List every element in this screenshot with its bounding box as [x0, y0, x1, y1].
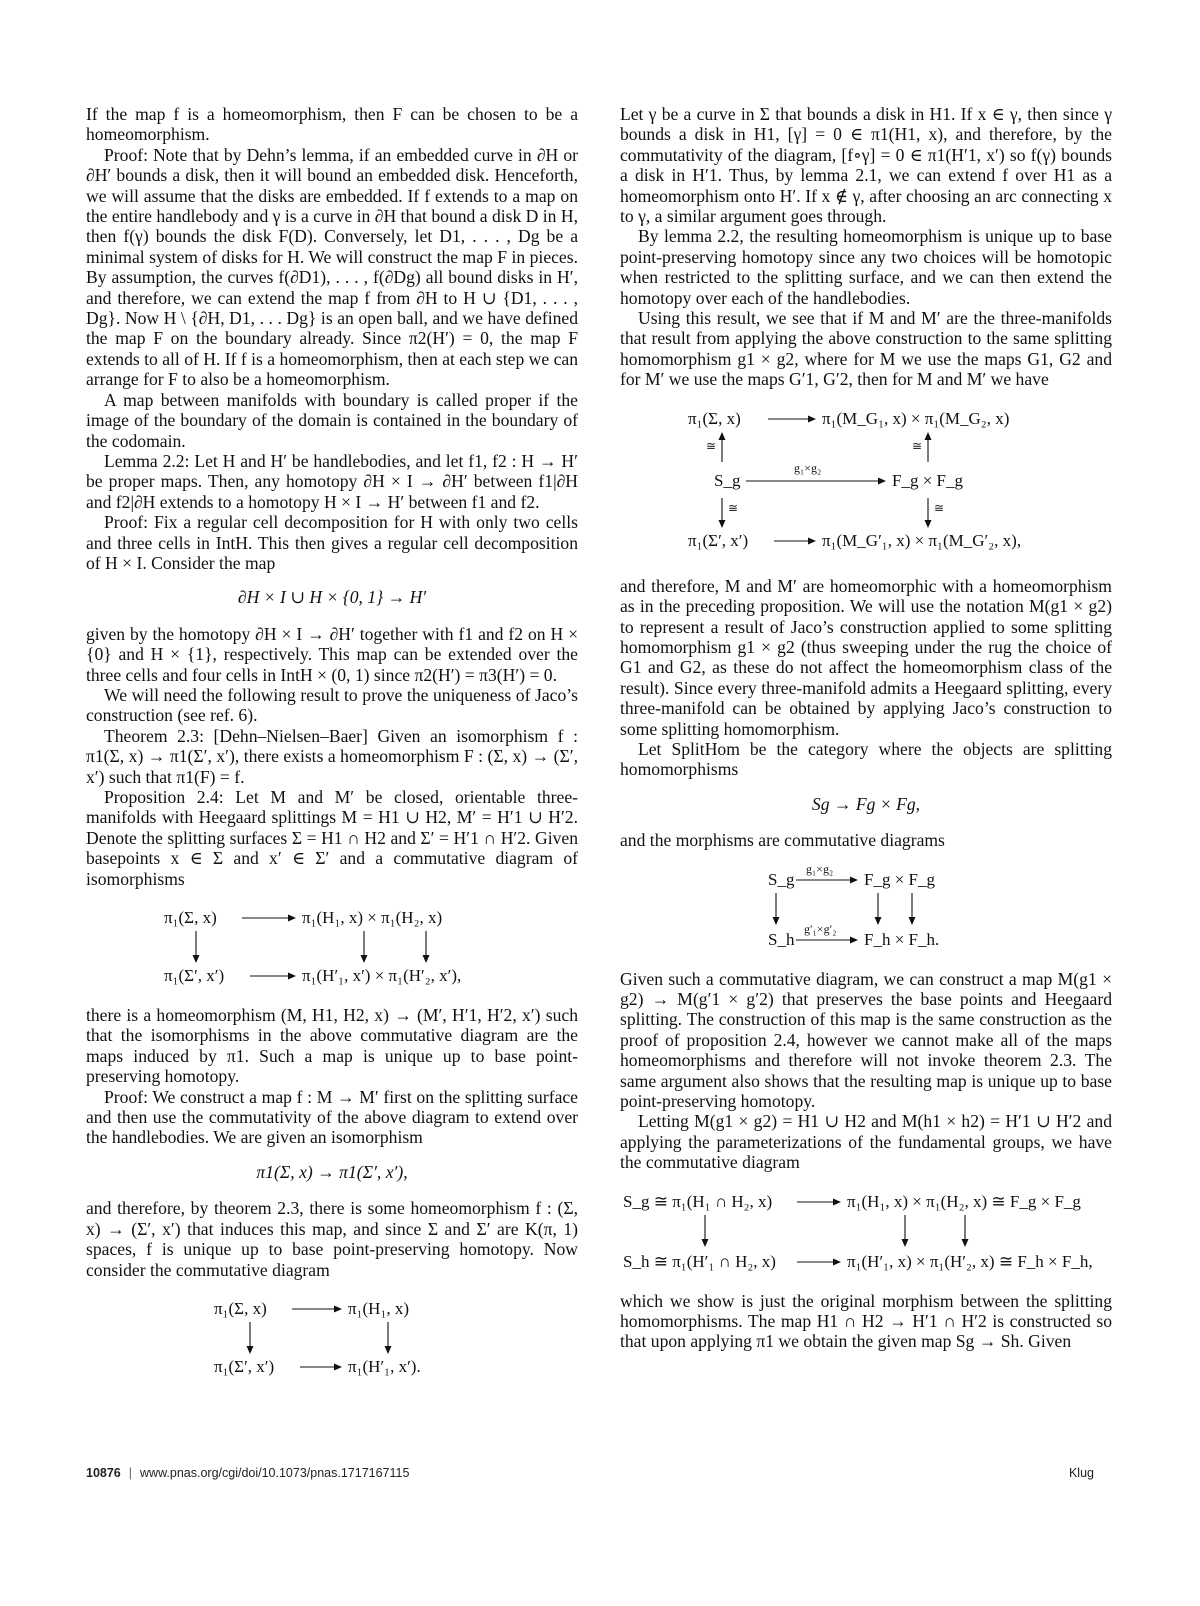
cd-node: S_h: [768, 929, 795, 949]
footer-separator: |: [128, 1466, 133, 1480]
display-equation: π1(Σ, x) → π1(Σ′, x′),: [256, 1161, 408, 1182]
paragraph: Given such a commutative diagram, we can construct a map M(g1 × g2) → M(g′1 × g′2) that preserves the base points and Heegaard splitting. The construction of this map is the same construction as the proof of proposition 2.4, however we cannot make all of the maps homeomorphisms and therefore will not invoke theorem 2.3. The same argument also shows that the resulting map is unique up to base point-preserving homotopy.: [620, 968, 1112, 1111]
cd-node: S_g: [768, 869, 795, 889]
cd-node: F_h × F_h.: [864, 929, 940, 949]
cd-node: π₁(H′₁, x) × π₁(H′₂, x) ≅ F_h × F_h,: [847, 1251, 1093, 1271]
paragraph: and therefore, by theorem 2.3, there is some homeomorphism f : (Σ, x) → (Σ′, x′) that induces this map, and since Σ and Σ′ are K(π, 1) spaces, f is unique up to base point-preserving homotopy. Now consider the commutative diagram: [86, 1198, 578, 1280]
doi-link[interactable]: www.pnas.org/cgi/doi/10.1073/pnas.1717167115: [140, 1466, 410, 1480]
cd-node: π₁(Σ, x): [164, 908, 217, 928]
arrow-label: g₁×g₂: [794, 460, 822, 475]
arrow-label: g′₁×g′₂: [804, 921, 837, 936]
cd-node: π₁(Σ, x): [214, 1298, 267, 1318]
cd-node: S_g ≅ π₁(H₁ ∩ H₂, x): [623, 1191, 773, 1211]
paragraph: there is a homeomorphism (M, H1, H2, x) → (M′, H′1, H′2, x′) such that the isomorphisms in the above commutative diagram are the maps induced by π1. Such a map is unique up to base point-preserving homotopy.: [86, 1005, 578, 1087]
cd-node: π₁(H′₁, x′).: [348, 1356, 421, 1376]
left-column: [86, 104, 578, 1396]
cd-node: F_g × F_g: [864, 869, 935, 889]
cd-node: π₁(H₁, x) × π₁(H₂, x) ≅ F_g × F_g: [847, 1191, 1081, 1211]
paragraph: Proof: Note that by Dehn’s lemma, if an embedded curve in ∂H or ∂H′ bounds a disk, then it will bound an embedded disk. Henceforth, we will assume that the disks are embedded. If f extends to a map on the entire handlebody and γ is a curve in ∂H that bound a disk D in H, then f(γ) bounds the disk F(D). Conversely, let D1, . . . , Dg be a minimal system of disks for H. We will construct the map F in pieces. By assumption, the curves f(∂D1), . . . , f(∂Dg) all bound disks in H′, and therefore, we can extend the map f from ∂H to H ∪ {D1, . . . , Dg}. Now H \ {∂H, D1, . . . Dg} is an open ball, and we have defined the map F on the boundary already. Since π2(H′) = 0, the map F extends to all of H. If f is a homeomorphism, then at each step we can arrange for F to also be a homeomorphism.: [86, 144, 578, 390]
arrow-label: g₁×g₂: [806, 866, 834, 876]
paragraph: Let SplitHom be the category where the objects are splitting homomorphisms: [620, 738, 1112, 780]
page-number: 10876: [86, 1466, 121, 1480]
paragraph: A map between manifolds with boundary is called proper if the image of the boundary of the domain is contained in the boundary of the codomain.: [86, 389, 578, 451]
lemma-2-2: Lemma 2.2: Let H and H′ be handlebodies, and let f1, f2 : H → H′ be proper maps. Then, any homotopy ∂H × I → ∂H′ between f1|∂H and f2|∂H extends to a homotopy H × I → H′ between f1 and f2.: [86, 450, 578, 512]
cd-node: π₁(H₁, x) × π₁(H₂, x): [302, 908, 443, 928]
cd-node: π₁(H′₁, x′) × π₁(H′₂, x′),: [302, 966, 462, 986]
paragraph: and therefore, M and M′ are homeomorphic with a homeomorphism as in the preceding proposition. We will use the notation M(g1 × g2) to represent a result of Jaco’s construction applied to some splitting homomorphism g1 × g2 (thus sweeping under the rug the choice of G1 and G2, as these do not affect the homeomorphism class of the result). Since every three-manifold admits a Heegaard splitting, every three-manifold can be obtained by applying Jaco’s construction to some splitting homomorphism.: [620, 575, 1112, 739]
cd-node: π₁(Σ′, x′): [688, 530, 749, 550]
paragraph: Using this result, we see that if M and M′ are the three-manifolds that result from applying the above construction to the same splitting homomorphism g1 × g2, where for M we use the maps G1, G2 and for M′ we use the maps G′1, G′2, then for M and M′ we have: [620, 308, 1112, 390]
svg-text:≅: ≅: [934, 500, 945, 515]
cd-node: π₁(M_G₁, x) × π₁(M_G₂, x): [822, 408, 1010, 428]
paragraph: and the morphisms are commutative diagrams: [620, 830, 945, 851]
theorem-2-3: Theorem 2.3: [Dehn–Nielsen–Baer] Given an isomorphism f : π1(Σ, x) → π1(Σ′, x′), there exists a homeomorphism F : (Σ, x) → (Σ′, x′) such that π1(F) = f.: [86, 725, 578, 787]
proposition-2-4: Proposition 2.4: Let M and M′ be closed, orientable three-manifolds with Heegaard splittings M = H1 ∪ H2, M′ = H′1 ∪ H′2. Denote the splitting surfaces Σ = H1 ∩ H2 and Σ′ = H′1 ∩ H′2. Given basepoints x ∈ Σ and x′ ∈ Σ′ and a commutative diagram of isomorphisms: [86, 787, 578, 889]
paragraph: We will need the following result to prove the uniqueness of Jaco’s construction (see ref. 6).: [86, 684, 578, 726]
commutative-diagram-3: [620, 406, 1112, 556]
display-equation: ∂H × I ∪ H × {0, 1} → H′: [237, 587, 427, 608]
commutative-diagram-4: [620, 867, 1112, 949]
cd-node: π₁(Σ′, x′): [164, 966, 225, 986]
display-equation: Sg → Fg × Fg,: [811, 793, 921, 814]
paragraph: If the map f is a homeomorphism, then F can be chosen to be a homeomorphism.: [86, 104, 578, 145]
author-name: Klug: [1068, 1466, 1094, 1480]
paragraph: Proof: Fix a regular cell decomposition for H with only two cells and three cells in IntH. This then gives a regular cell decomposition of H × I. Consider the map: [86, 512, 578, 573]
paragraph: Let γ be a curve in Σ that bounds a disk in H1. If x ∈ γ, then since γ bounds a disk in H1, [γ] = 0 ∈ π1(H1, x), and therefore, by the commutativity of the diagram, [f∘γ] = 0 ∈ π1(H′1, x′) so f(γ) bounds a disk in H′1. Thus, by lemma 2.1, we can extend f over H1 as a homeomorphism onto H′. If x ∉ γ, after choosing an arc connecting x to γ, a similar argument goes through.: [620, 104, 1112, 227]
cd-node: S_h ≅ π₁(H′₁ ∩ H₂, x): [623, 1251, 776, 1271]
commutative-diagram-1: [86, 905, 578, 985]
right-column: [620, 104, 1112, 1352]
paragraph: which we show is just the original morphism between the splitting homomorphisms. The map H1 ∩ H2 → H′1 ∩ H′2 is constructed so that upon applying π1 we obtain the given map Sg → Sh. Given: [620, 1290, 1112, 1352]
svg-text:≅: ≅: [728, 500, 739, 515]
commutative-diagram-5: [620, 1189, 1112, 1271]
svg-text:≅: ≅: [912, 438, 923, 453]
cd-node: F_g × F_g: [892, 470, 963, 490]
svg-text:≅: ≅: [706, 438, 717, 453]
paragraph: Letting M(g1 × g2) = H1 ∪ H2 and M(h1 × h2) = H′1 ∪ H′2 and applying the parameterizations of the fundamental groups, we have the commutative diagram: [620, 1111, 1112, 1173]
page-footer: [86, 1466, 1094, 1480]
cd-node: π₁(M_G′₁, x) × π₁(M_G′₂, x),: [822, 530, 1022, 550]
commutative-diagram-2: [86, 1296, 578, 1376]
paragraph: given by the homotopy ∂H × I → ∂H′ together with f1 and f2 on H × {0} and H × {1}, respectively. This map can be extended over the three cells and four cells in IntH × (0, 1) since π2(H′) = π3(H′) = 0.: [86, 623, 578, 685]
cd-node: π₁(Σ, x): [688, 408, 741, 428]
paragraph: By lemma 2.2, the resulting homeomorphism is unique up to base point-preserving homotopy since any two choices will be homotopic when restricted to the splitting surface, and we can then extend the homotopy over each of the handlebodies.: [620, 226, 1112, 308]
cd-node: S_g: [714, 470, 741, 490]
cd-node: π₁(Σ′, x′): [214, 1356, 275, 1376]
cd-node: π₁(H₁, x): [348, 1298, 410, 1318]
paragraph: Proof: We construct a map f : M → M′ first on the splitting surface and then use the commutativity of the above diagram to extend over the handlebodies. We are given an isomorphism: [86, 1086, 578, 1148]
